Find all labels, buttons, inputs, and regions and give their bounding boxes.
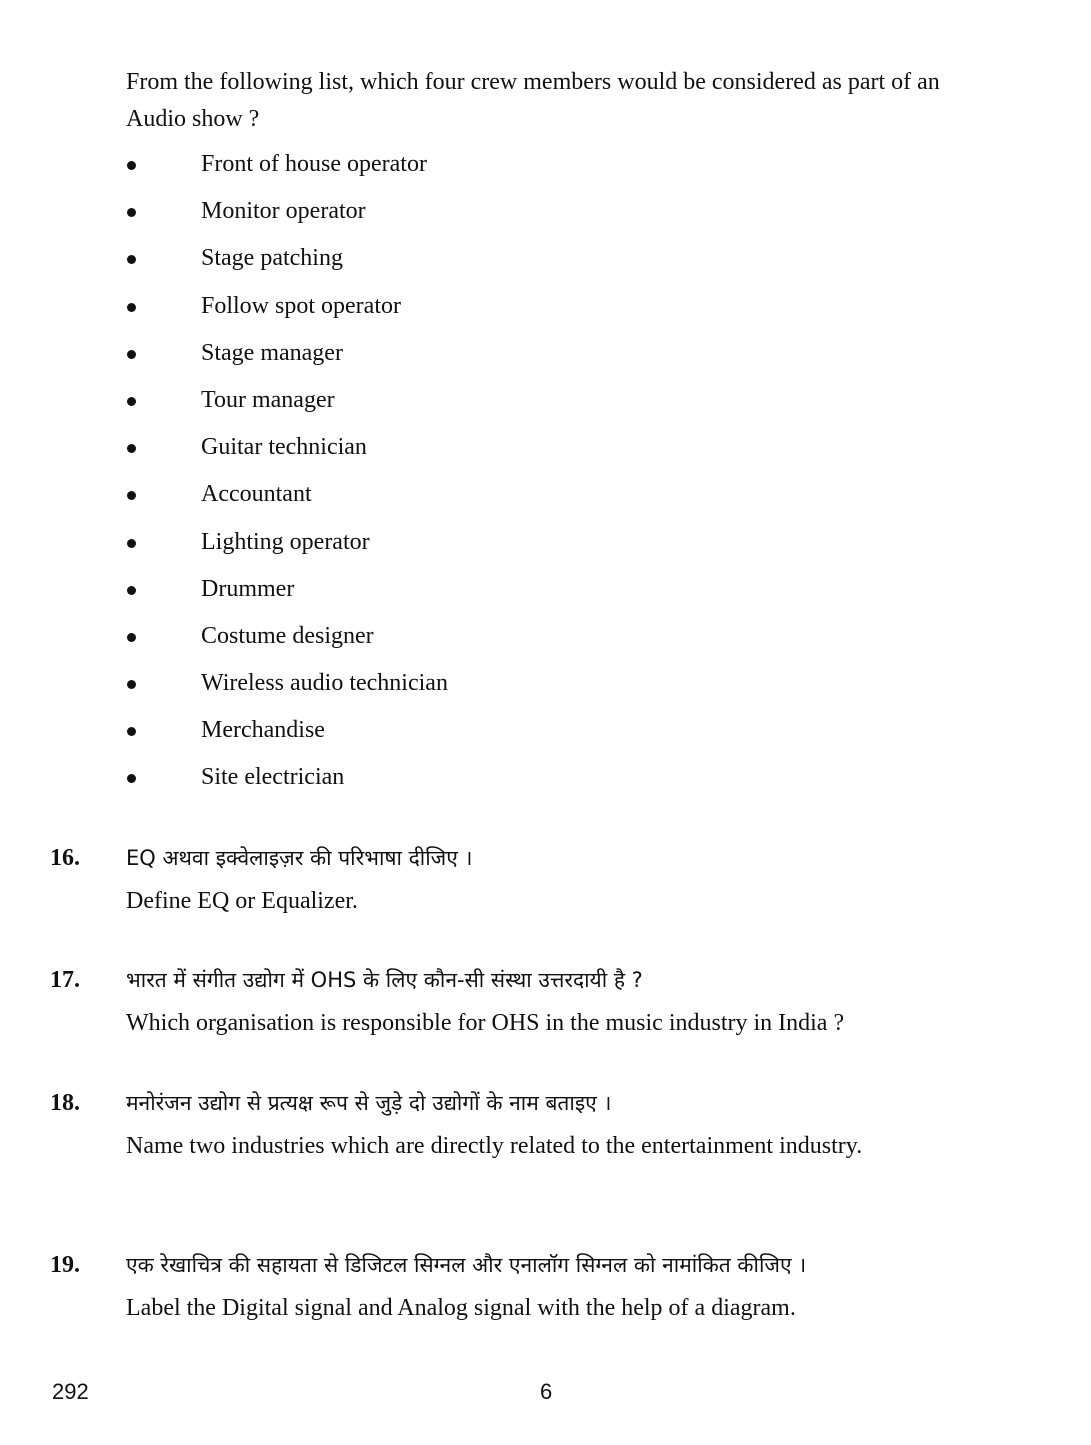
bullet-icon [126, 618, 201, 655]
list-item-label: Accountant [201, 481, 312, 508]
list-item-label: Drummer [201, 575, 295, 602]
list-item [126, 665, 726, 712]
list-item [126, 618, 726, 665]
question-body [126, 1085, 980, 1166]
bullet-icon [126, 665, 201, 702]
bullet-icon [126, 759, 201, 796]
page-number: 6 [540, 1379, 553, 1404]
list-item-label: Guitar technician [201, 434, 367, 461]
list-item [126, 571, 726, 618]
question-number: 18. [50, 1090, 80, 1116]
bullet-icon [126, 429, 201, 466]
question-text-english: Define EQ or Equalizer. [126, 888, 358, 914]
list-item [126, 382, 726, 429]
list-item [126, 335, 726, 382]
question-text-hindi: EQ अथवा इक्वेलाइज़र की परिभाषा दीजिए । [126, 846, 473, 870]
question-body [126, 1247, 980, 1328]
bullet-icon [126, 382, 201, 419]
question-intro-text: From the following list, which four crew members would be considered as part of an Audio show ? [126, 69, 940, 132]
question-number: 17. [50, 967, 80, 993]
list-item-label: Stage manager [201, 339, 343, 366]
list-item [126, 146, 726, 193]
list-item-label: Lighting operator [201, 528, 370, 555]
bullet-icon [126, 240, 201, 277]
list-item [126, 476, 726, 523]
bullet-icon [126, 335, 201, 372]
list-item [126, 712, 726, 759]
list-item-label: Merchandise [201, 717, 325, 744]
list-item-label: Wireless audio technician [201, 670, 448, 697]
bullet-icon [126, 524, 201, 561]
list-item [126, 759, 726, 806]
question-text-hindi: मनोरंजन उद्योग से प्रत्यक्ष रूप से जुड़े दो उद्योगों के नाम बताइए । [126, 1091, 612, 1115]
list-item-label: Front of house operator [201, 151, 427, 177]
question-text-english: Name two industries which are directly related to the entertainment industry. [126, 1133, 863, 1159]
list-item [126, 524, 726, 571]
bullet-icon [126, 288, 201, 325]
list-item [126, 429, 726, 476]
list-item-label: Site electrician [201, 764, 345, 791]
question-body [126, 840, 980, 921]
list-item-label: Monitor operator [201, 198, 366, 225]
list-item [126, 193, 726, 240]
bullet-icon [126, 476, 201, 513]
list-item-label: Costume designer [201, 622, 374, 649]
crew-member-list [126, 146, 726, 807]
list-item-label: Tour manager [201, 386, 335, 413]
bullet-icon [126, 193, 201, 230]
question-text-english: Label the Digital signal and Analog signal with the help of a diagram. [126, 1295, 796, 1321]
list-item [126, 240, 726, 287]
bullet-icon [126, 146, 201, 183]
list-item-label: Stage patching [201, 245, 343, 272]
bullet-icon [126, 712, 201, 749]
question-text-hindi: एक रेखाचित्र की सहायता से डिजिटल सिग्नल और एनालॉग सिग्नल को नामांकित कीजिए । [126, 1253, 807, 1277]
paper-code: 292 [52, 1379, 89, 1404]
list-item-label: Follow spot operator [201, 292, 401, 319]
question-number: 19. [50, 1252, 80, 1278]
list-item [126, 288, 726, 335]
question-text-english: Which organisation is responsible for OHS in the music industry in India ? [126, 1010, 845, 1036]
bullet-icon [126, 571, 201, 608]
question-body [126, 962, 980, 1043]
question-number: 16. [50, 845, 80, 871]
question-text-hindi: भारत में संगीत उद्योग में OHS के लिए कौन-सी संस्था उत्तरदायी है ? [126, 968, 643, 992]
